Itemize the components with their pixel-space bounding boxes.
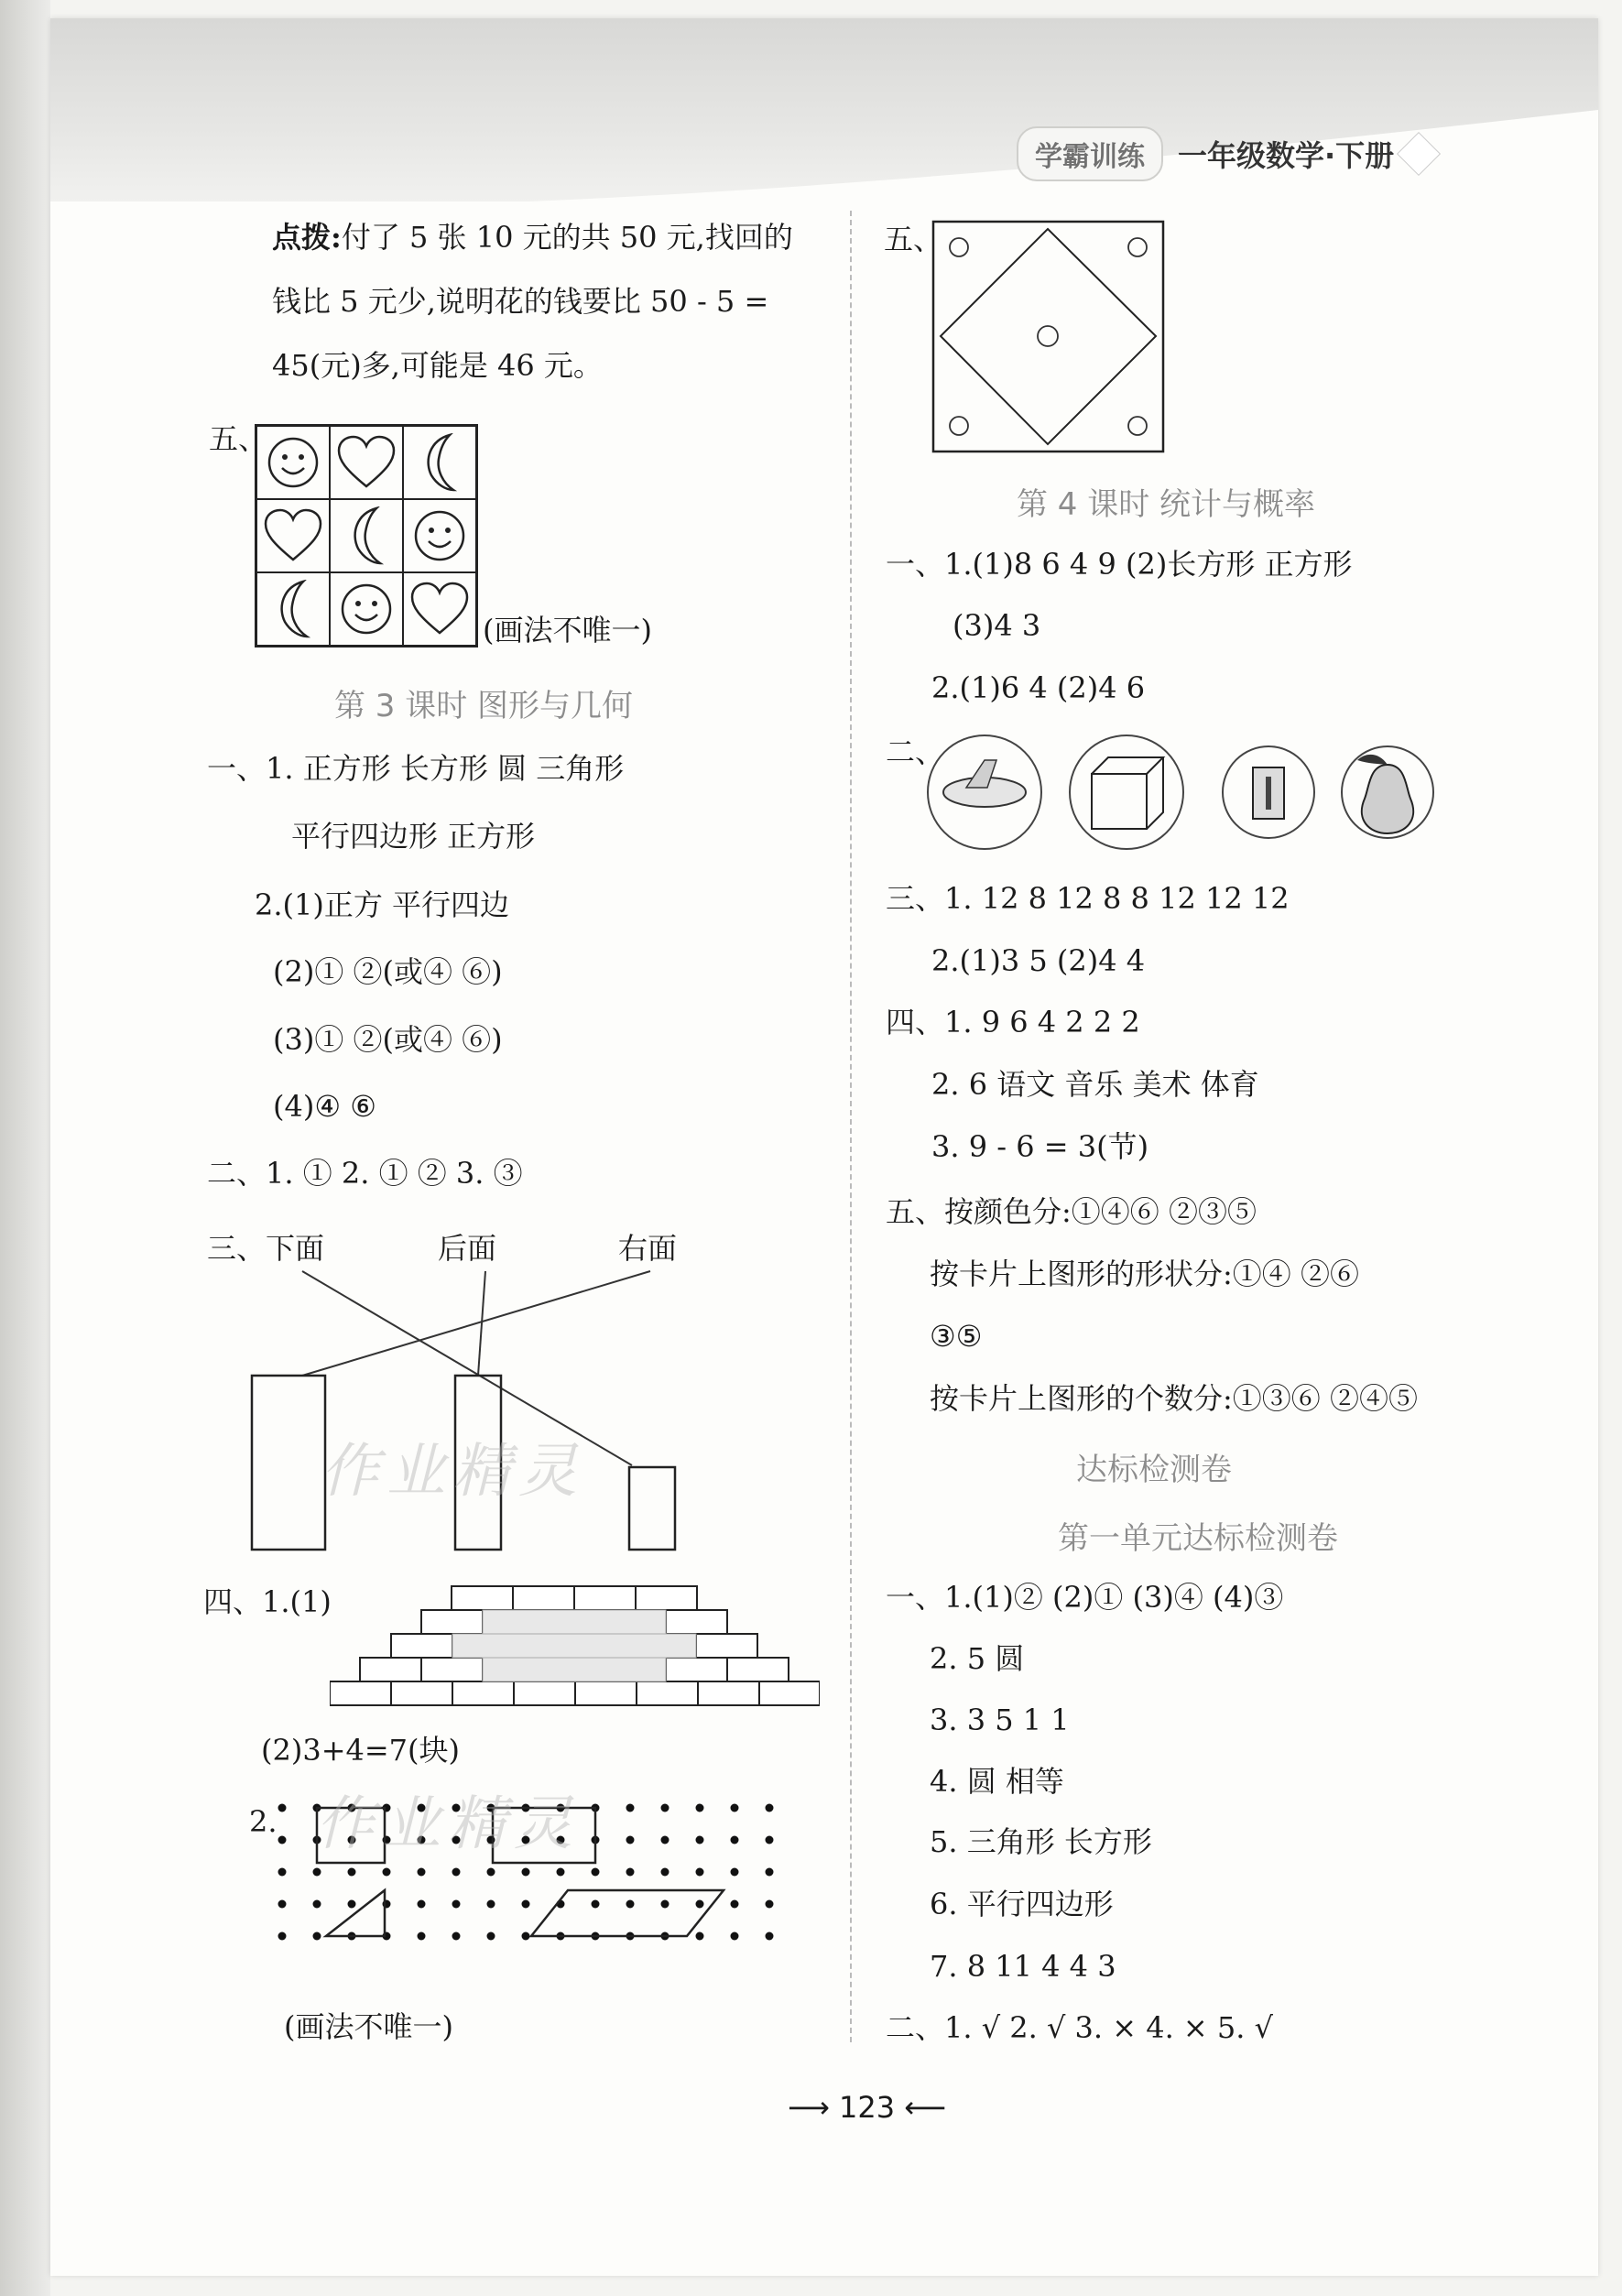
book-title: 一年级数学·下册 — [1178, 138, 1395, 173]
grid-dot — [661, 1804, 669, 1812]
pear-icon — [1357, 755, 1413, 833]
unit-answer-5: 5. 三角形 长方形 — [930, 1824, 1152, 1859]
grid-dot — [626, 1900, 635, 1909]
grid-dot — [487, 1932, 495, 1941]
right-answer-1b: (3)4 3 — [953, 608, 1041, 643]
right-answer-5b: 按卡片上图形的形状分:①④ ②⑥ — [930, 1257, 1359, 1291]
cube-icon — [1092, 757, 1163, 829]
right-answer-4a: 四、1. 9 6 4 2 2 2 — [886, 1005, 1140, 1039]
smiley-icon — [330, 572, 403, 646]
grid-dot — [418, 1868, 426, 1877]
q5-right-label: 五、 — [884, 222, 943, 256]
grid-dot — [661, 1900, 669, 1909]
grid-dot — [418, 1900, 426, 1909]
dot-grid-label: 2. — [249, 1804, 278, 1839]
smiley-icon — [256, 426, 330, 499]
grid-dot — [696, 1868, 704, 1877]
sharpener-icon — [1253, 767, 1284, 819]
view-right-label: 右面 — [618, 1231, 678, 1266]
answer-2: 二、1. ① 2. ① ② 3. ③ — [207, 1156, 523, 1191]
grid-dot — [731, 1868, 739, 1877]
grid-dot — [696, 1900, 704, 1909]
grid-dot — [418, 1932, 426, 1941]
answer-1-1b: 平行四边形 正方形 — [291, 819, 536, 854]
shape-grid — [255, 424, 478, 647]
grid-dot — [487, 1868, 495, 1877]
grid-dot — [313, 1932, 321, 1941]
grid-dot — [766, 1868, 774, 1877]
answer-1-2d: (4)④ ⑥ — [273, 1089, 376, 1124]
answer-1-2c: (3)① ②(或④ ⑥) — [273, 1022, 503, 1057]
grid-dot — [313, 1868, 321, 1877]
grid-dot — [592, 1868, 600, 1877]
grid-dot — [348, 1868, 356, 1877]
hint-line-3: 45(元)多,可能是 46 元。 — [272, 348, 603, 383]
q5-left-label: 五、 — [209, 421, 268, 456]
page-number: ⟶ 123 ⟵ — [788, 2090, 947, 2125]
grid-dot — [278, 1932, 287, 1941]
unit-answer-7: 7. 8 11 4 4 3 — [930, 1949, 1116, 1984]
grid-dot — [278, 1836, 287, 1844]
unit-1-title: 第一单元达标检测卷 — [1058, 1520, 1338, 1557]
grid-dot — [696, 1836, 704, 1844]
grid-dot — [487, 1900, 495, 1909]
grid-dot — [278, 1900, 287, 1909]
heart-icon — [330, 426, 403, 499]
unit-answer-4: 4. 圆 相等 — [930, 1764, 1064, 1799]
moon-icon — [403, 426, 476, 499]
grid-dot — [731, 1836, 739, 1844]
moon-icon — [256, 572, 330, 646]
unit-answer-2: 2. 5 圆 — [930, 1641, 1025, 1676]
unit-answer-3: 3. 3 5 1 1 — [930, 1703, 1070, 1737]
right-answer-3b: 2.(1)3 5 (2)4 4 — [931, 943, 1146, 978]
right-answer-5c: ③⑤ — [930, 1319, 983, 1354]
grid-dot — [766, 1804, 774, 1812]
grid-dot — [626, 1836, 635, 1844]
lesson-4-title: 第 4 课时 统计与概率 — [1017, 486, 1316, 523]
watermark-1: 作业精灵 — [321, 1438, 584, 1506]
heart-icon — [256, 499, 330, 572]
grid-dot — [383, 1868, 391, 1877]
watermark-2: 作业精灵 — [316, 1790, 580, 1858]
unit-answer-6: 6. 平行四边形 — [930, 1887, 1114, 1921]
column-divider — [850, 211, 852, 2042]
q5-left-note: (画法不唯一) — [483, 613, 652, 647]
grid-dot — [522, 1900, 530, 1909]
answer-4-2: (2)3+4=7(块) — [261, 1733, 461, 1768]
grid-dot — [766, 1932, 774, 1941]
right-answer-5d: 按卡片上图形的个数分:①③⑥ ②④⑤ — [930, 1381, 1418, 1416]
header-brand — [1017, 126, 1434, 181]
moon-icon — [330, 499, 403, 572]
hint-line-1: 点拨:付了 5 张 10 元的共 50 元,找回的 — [272, 220, 793, 255]
grid-dot — [626, 1804, 635, 1812]
right-answer-4c: 3. 9 - 6 = 3(节) — [931, 1129, 1149, 1164]
unit-answer-8: 二、1. √ 2. √ 3. × 4. × 5. √ — [886, 2010, 1274, 2045]
grid-dot — [452, 1900, 461, 1909]
grid-dot — [731, 1900, 739, 1909]
dot-grid-note: (画法不唯一) — [284, 2009, 453, 2044]
grid-dot — [452, 1868, 461, 1877]
answer-1-1a: 一、1. 正方形 长方形 圆 三角形 — [207, 751, 625, 786]
right-answer-3a: 三、1. 12 8 12 8 8 12 12 12 — [886, 881, 1290, 916]
grid-dot — [731, 1804, 739, 1812]
brand-label: 学霸训练 — [1017, 126, 1163, 181]
view-matching-figure — [238, 1264, 696, 1575]
grid-dot — [522, 1932, 530, 1941]
lesson-3-title: 第 3 课时 图形与几何 — [334, 688, 634, 724]
heart-icon — [403, 572, 476, 646]
grid-dot — [522, 1868, 530, 1877]
grid-dot — [626, 1868, 635, 1877]
grid-dot — [313, 1900, 321, 1909]
object-pictures — [925, 733, 1447, 852]
test-title: 达标检测卷 — [1076, 1452, 1232, 1488]
grid-dot — [278, 1804, 287, 1812]
grid-dot — [661, 1868, 669, 1877]
airplane-icon — [943, 760, 1026, 807]
view-back-label: 后面 — [438, 1231, 497, 1266]
right-answer-4b: 2. 6 语文 音乐 美术 体育 — [931, 1067, 1259, 1102]
answer-3-label: 三、下面 — [207, 1231, 325, 1266]
book-spine — [0, 0, 50, 2296]
smiley-icon — [403, 499, 476, 572]
hint-line-2: 钱比 5 元少,说明花的钱要比 50 - 5 = — [272, 284, 769, 319]
right-answer-1c: 2.(1)6 4 (2)4 6 — [931, 670, 1146, 705]
unit-answer-1: 一、1.(1)② (2)① (3)④ (4)③ — [886, 1580, 1284, 1615]
grid-dot — [278, 1868, 287, 1877]
grid-dot — [557, 1868, 565, 1877]
answer-4-label: 四、1.(1) — [203, 1584, 332, 1619]
grid-dot — [348, 1900, 356, 1909]
grid-dot — [766, 1900, 774, 1909]
square-diagram — [931, 220, 1165, 453]
right-answer-1a: 一、1.(1)8 6 4 9 (2)长方形 正方形 — [886, 547, 1353, 582]
answer-1-2b: (2)① ②(或④ ⑥) — [273, 954, 503, 989]
grid-dot — [696, 1932, 704, 1941]
diamond-icon — [1397, 132, 1441, 176]
grid-dot — [696, 1804, 704, 1812]
brick-pyramid — [330, 1583, 820, 1706]
grid-dot — [661, 1836, 669, 1844]
grid-dot — [452, 1932, 461, 1941]
grid-dot — [731, 1932, 739, 1941]
right-answer-5a: 五、按颜色分:①④⑥ ②③⑤ — [886, 1194, 1257, 1229]
answer-1-2a: 2.(1)正方 平行四边 — [255, 887, 510, 922]
grid-dot — [766, 1836, 774, 1844]
right-answer-2: 二、 — [886, 735, 945, 769]
grid-dot — [592, 1900, 600, 1909]
